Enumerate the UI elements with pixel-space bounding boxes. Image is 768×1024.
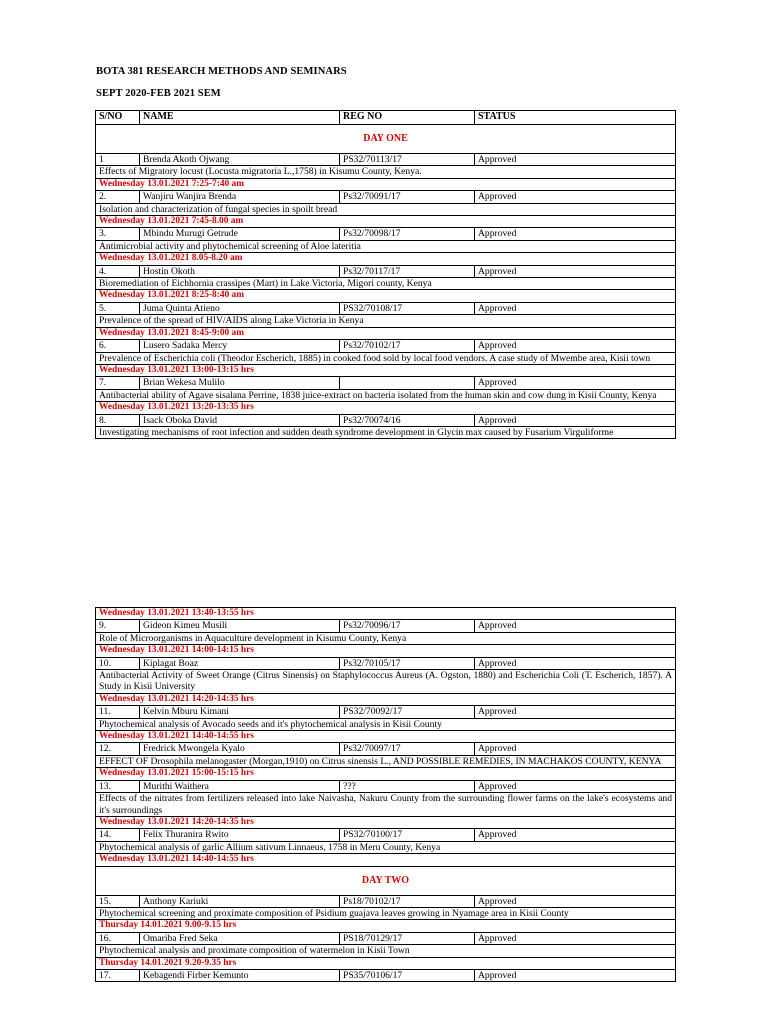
status-cell: Approved [475, 706, 676, 718]
presentation-time: Wednesday 13.01.2021 14:40-14:55 hrs [96, 731, 676, 743]
schedule-time-row [96, 327, 676, 339]
reg-number-cell: PS32/70100/17 [340, 829, 475, 841]
table-row [96, 302, 676, 314]
table-row [96, 191, 676, 203]
reg-number-cell: PS18/70129/17 [340, 932, 475, 944]
reg-number-cell: Ps32/70105/17 [340, 657, 475, 669]
student-name-cell: Kiplagat Boaz [140, 657, 340, 669]
serial-number-cell: 3. [96, 228, 140, 240]
status-cell: Approved [475, 414, 676, 426]
student-name-cell: Juma Quinta Atieno [140, 302, 340, 314]
status-cell: Approved [475, 780, 676, 792]
student-name-cell: Hostin Okoth [140, 265, 340, 277]
table-row [96, 340, 676, 352]
reg-number-cell: Ps32/70097/17 [340, 743, 475, 755]
reg-number-cell: Ps32/70074/16 [340, 414, 475, 426]
project-title: Effects of the nitrates from fertilizers released into lake Naivasha, Nakuru County from the surrounding flower farms on the lake's ecosystems and it's surroundings [96, 793, 676, 817]
table-row [96, 657, 676, 669]
project-title-row [96, 841, 676, 853]
status-cell: Approved [475, 340, 676, 352]
schedule-time-row [96, 178, 676, 190]
project-title-row [96, 632, 676, 644]
column-header-status: STATUS [475, 111, 676, 125]
table-row [96, 969, 676, 981]
schedule-time-row [96, 402, 676, 414]
project-title: EFFECT OF Drosophila melanogaster (Morgan,1910) on Citrus sinensis L., AND POSSIBLE REMEDIES, IN MACHAKOS COUNTY, KENYA [96, 755, 676, 767]
document-title: BOTA 381 RESEARCH METHODS AND SEMINARS [96, 66, 347, 77]
schedule-time-row [96, 290, 676, 302]
project-title: Phytochemical analysis and proximate composition of watermelon in Kisii Town [96, 945, 676, 957]
project-title: Phytochemical screening and proximate composition of Psidium guajava leaves growing in Nyamage area in Kisii County [96, 907, 676, 919]
day-heading-row [96, 125, 676, 154]
table-row [96, 829, 676, 841]
project-title: Phytochemical analysis of Avocado seeds and it's phytochemical analysis in Kisii County [96, 718, 676, 730]
student-name-cell: Felix Thuranira Rwito [140, 829, 340, 841]
schedule-time-row [96, 768, 676, 780]
serial-number-cell: 8. [96, 414, 140, 426]
student-name-cell: Kelvin Mburu Kimani [140, 706, 340, 718]
serial-number-cell: 17. [96, 969, 140, 981]
table-row [96, 706, 676, 718]
schedule-time-row [96, 731, 676, 743]
schedule-time-row [96, 608, 676, 620]
project-title-row [96, 945, 676, 957]
presentation-time: Wednesday 13.01.2021 14:00-14:15 hrs [96, 645, 676, 657]
reg-number-cell: ??? [340, 780, 475, 792]
presentation-time: Wednesday 13.01.2021 14:40-14:55 hrs [96, 854, 676, 866]
presentation-time: Wednesday 13.01.2021 8:45-9:00 am [96, 327, 676, 339]
presentation-time: Wednesday 13.01.2021 13:40-13:55 hrs [96, 608, 676, 620]
schedule-table-page-1 [95, 110, 676, 439]
column-header-regno: REG NO [340, 111, 475, 125]
schedule-time-row [96, 216, 676, 228]
reg-number-cell: PS32/70092/17 [340, 706, 475, 718]
status-cell: Approved [475, 302, 676, 314]
serial-number-cell: 16. [96, 932, 140, 944]
project-title-row [96, 793, 676, 817]
project-title: Antibacterial ability of Agave sisalana Perrine, 1838 juice-extract on bacteria isolated from the human skin and cow dung in Kisii County, Kenya [96, 389, 676, 401]
student-name-cell: Fredrick Mwongela Kyalo [140, 743, 340, 755]
table-row [96, 414, 676, 426]
student-name-cell: Omariba Fred Seka [140, 932, 340, 944]
presentation-time: Thursday 14.01.2021 9.20-9.35 hrs [96, 957, 676, 969]
status-cell: Approved [475, 895, 676, 907]
project-title: Prevalence of Escherichia coli (Theodor Escherich, 1885) in cooked food sold by local food vendors. A case study of Mwembe area, Kisii town [96, 352, 676, 364]
serial-number-cell: 4. [96, 265, 140, 277]
presentation-time: Wednesday 13.01.2021 13:00-13:15 hrs [96, 364, 676, 376]
table-row [96, 377, 676, 389]
status-cell: Approved [475, 620, 676, 632]
serial-number-cell: 5. [96, 302, 140, 314]
serial-number-cell: 15. [96, 895, 140, 907]
schedule-time-row [96, 854, 676, 866]
project-title-row [96, 166, 676, 178]
table-row [96, 228, 676, 240]
reg-number-cell: Ps32/70102/17 [340, 340, 475, 352]
schedule-time-row [96, 920, 676, 932]
table-row [96, 265, 676, 277]
reg-number-cell: PS35/70106/17 [340, 969, 475, 981]
serial-number-cell: 14. [96, 829, 140, 841]
day-heading-row [96, 866, 676, 895]
status-cell: Approved [475, 932, 676, 944]
project-title-row [96, 240, 676, 252]
presentation-time: Wednesday 13.01.2021 8.05-8.20 am [96, 253, 676, 265]
serial-number-cell: 12. [96, 743, 140, 755]
project-title: Isolation and characterization of fungal species in spoilt bread [96, 203, 676, 215]
schedule-time-row [96, 253, 676, 265]
table-row [96, 780, 676, 792]
table-row [96, 932, 676, 944]
project-title: Prevalence of the spread of HIV/AIDS along Lake Victoria in Kenya [96, 315, 676, 327]
reg-number-cell: PS32/70108/17 [340, 302, 475, 314]
schedule-time-row [96, 364, 676, 376]
reg-number-cell: Ps32/70098/17 [340, 228, 475, 240]
project-title-row [96, 278, 676, 290]
project-title-row [96, 907, 676, 919]
student-name-cell: Mbindu Murugi Getrude [140, 228, 340, 240]
student-name-cell: Gideon Kimeu Musili [140, 620, 340, 632]
presentation-time: Wednesday 13.01.2021 7:45-8.00 am [96, 216, 676, 228]
presentation-time: Wednesday 13.01.2021 14:20-14:35 hrs [96, 693, 676, 705]
reg-number-cell: Ps18/70102/17 [340, 895, 475, 907]
presentation-time: Wednesday 13.01.2021 8:25-8:40 am [96, 290, 676, 302]
table-row [96, 620, 676, 632]
project-title-row [96, 389, 676, 401]
student-name-cell: Wanjiru Wanjira Brenda [140, 191, 340, 203]
serial-number-cell: 9. [96, 620, 140, 632]
status-cell: Approved [475, 265, 676, 277]
project-title-row [96, 718, 676, 730]
project-title-row [96, 352, 676, 364]
project-title: Bioremediation of Eichhornia crassipes (Mart) in Lake Victoria, Migori county, Kenya [96, 278, 676, 290]
project-title: Investigating mechanisms of root infection and sudden death syndrome development in Glycin max caused by Fusarium Virguliforme [96, 426, 676, 438]
project-title: Role of Microorganisms in Aquaculture development in Kisumu County, Kenya [96, 632, 676, 644]
schedule-time-row [96, 957, 676, 969]
status-cell: Approved [475, 657, 676, 669]
schedule-time-row [96, 693, 676, 705]
serial-number-cell: 6. [96, 340, 140, 352]
project-title-row [96, 203, 676, 215]
student-name-cell: Isack Oboka David [140, 414, 340, 426]
serial-number-cell: 2. [96, 191, 140, 203]
status-cell: Approved [475, 154, 676, 166]
presentation-time: Wednesday 13.01.2021 13:20-13:35 hrs [96, 402, 676, 414]
presentation-time: Wednesday 13.01.2021 14:20-14:35 hrs [96, 816, 676, 828]
status-cell: Approved [475, 377, 676, 389]
schedule-time-row [96, 816, 676, 828]
student-name-cell: Brian Wekesa Mulilo [140, 377, 340, 389]
project-title-row [96, 670, 676, 694]
column-header-sno: S/NO [96, 111, 140, 125]
column-header-name: NAME [140, 111, 340, 125]
student-name-cell: Kebagendi Firber Kemunto [140, 969, 340, 981]
project-title: Phytochemical analysis of garlic Allium sativum Linnaeus, 1758 in Meru County, Kenya [96, 841, 676, 853]
serial-number-cell: 11. [96, 706, 140, 718]
reg-number-cell [340, 377, 475, 389]
student-name-cell: Murithi Waithera [140, 780, 340, 792]
reg-number-cell: Ps32/70096/17 [340, 620, 475, 632]
project-title: Effects of Migratory locust (Locusta migratoria L.,1758) in Kisumu County, Kenya. [96, 166, 676, 178]
reg-number-cell: Ps32/70117/17 [340, 265, 475, 277]
student-name-cell: Anthony Kariuki [140, 895, 340, 907]
project-title-row [96, 315, 676, 327]
status-cell: Approved [475, 191, 676, 203]
table-row [96, 743, 676, 755]
schedule-time-row [96, 645, 676, 657]
status-cell: Approved [475, 743, 676, 755]
student-name-cell: Brenda Akoth Ojwang [140, 154, 340, 166]
presentation-time: Thursday 14.01.2021 9.00-9.15 hrs [96, 920, 676, 932]
reg-number-cell: PS32/70113/17 [340, 154, 475, 166]
presentation-time: Wednesday 13.01.2021 7:25-7:40 am [96, 178, 676, 190]
day-heading: DAY ONE [96, 125, 676, 154]
student-name-cell: Lusero Sadaka Mercy [140, 340, 340, 352]
table-header [96, 111, 676, 125]
project-title-row [96, 755, 676, 767]
reg-number-cell: Ps32/70091/17 [340, 191, 475, 203]
project-title-row [96, 426, 676, 438]
table-row [96, 154, 676, 166]
day-heading: DAY TWO [96, 866, 676, 895]
serial-number-cell: 1 [96, 154, 140, 166]
serial-number-cell: 13. [96, 780, 140, 792]
status-cell: Approved [475, 969, 676, 981]
serial-number-cell: 7. [96, 377, 140, 389]
table-row [96, 895, 676, 907]
status-cell: Approved [475, 829, 676, 841]
presentation-time: Wednesday 13.01.2021 15:00-15:15 hrs [96, 768, 676, 780]
serial-number-cell: 10. [96, 657, 140, 669]
schedule-table-page-2 [95, 607, 676, 982]
project-title: Antibacterial Activity of Sweet Orange (Citrus Sinensis) on Staphylococcus Aureus (A. Ogston, 1880) and Escherichia Coli (T. Escherich, 1857). A Study in Kisii University [96, 670, 676, 694]
status-cell: Approved [475, 228, 676, 240]
project-title: Antimicrobial activity and phytochemical screening of Aloe lateritia [96, 240, 676, 252]
document-subtitle: SEPT 2020-FEB 2021 SEM [96, 88, 221, 99]
